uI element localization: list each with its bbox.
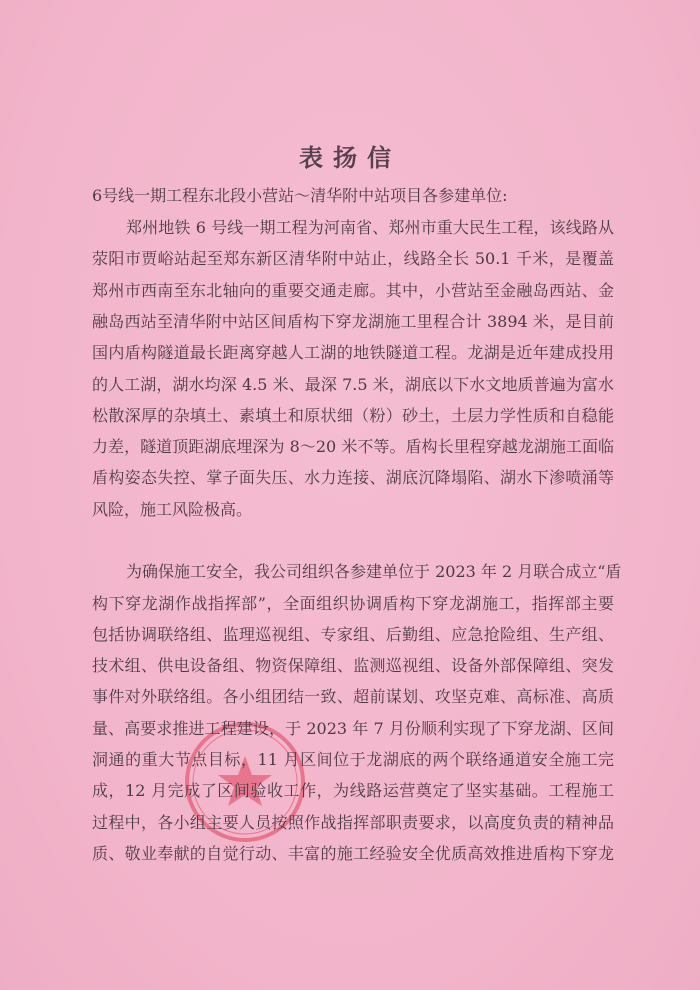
body-line: 荥阳市贾峪站起至郑东新区清华附中站止，线路全长 50.1 千米，是覆盖 (92, 249, 614, 268)
body-line: 融岛西站至清华附中站区间盾构下穿龙湖施工里程合计 3894 米，是目前 (92, 312, 614, 331)
body-line: 盾构姿态失控、掌子面失压、水力连接、湖底沉降塌陷、湖水下渗喷涌等 (92, 468, 614, 487)
salutation: 6号线一期工程东北段小营站～清华附中站项目各参建单位: (92, 186, 508, 205)
body-line: 质、敬业奉献的自觉行动、丰富的施工经验安全优质高效推进盾构下穿龙 (92, 844, 614, 863)
body-line: 风险，施工风险极高。 (92, 500, 253, 519)
body-line: 构下穿龙湖作战指挥部”，全面组织协调盾构下穿龙湖施工，指挥部主要 (92, 594, 614, 613)
page-title: 表扬信 (299, 143, 401, 172)
body-line: 国内盾构隧道最长距离穿越人工湖的地铁隧道工程。龙湖是近年建成投用 (92, 343, 614, 362)
body-line: 力差，隧道顶距湖底埋深为 8～20 米不等。盾构长里程穿越龙湖施工面临 (92, 437, 614, 456)
body-line: 松散深厚的杂填土、素填土和原状细（粉）砂土，土层力学性质和自稳能 (92, 406, 614, 425)
body-line: 技术组、供电设备组、物资保障组、监测巡视组、设备外部保障组、突发 (92, 656, 614, 675)
body-line: 郑州地铁 6 号线一期工程为河南省、郑州市重大民生工程，该线路从 (126, 218, 614, 237)
body-line: 为确保施工安全，我公司组织各参建单位于 2023 年 2 月联合成立“盾 (126, 562, 622, 581)
body-line: 事件对外联络组。各小组团结一致、超前谋划、攻坚克难、高标准、高质 (92, 687, 614, 706)
body-line: 包括协调联络组、监理巡视组、专家组、后勤组、应急抢险组、生产组、 (92, 625, 614, 644)
body-line: 成，12 月完成了区间验收工作，为线路运营奠定了坚实基础。工程施工 (92, 781, 614, 800)
body-line: 洞通的重大节点目标，11 月区间位于龙湖底的两个联络通道安全施工完 (92, 750, 614, 769)
body-line: 的人工湖，湖水均深 4.5 米、最深 7.5 米，湖底以下水文地质普遍为富水 (92, 375, 614, 394)
body-line: 郑州市西南至东北轴向的重要交通走廊。其中，小营站至金融岛西站、金 (92, 281, 614, 300)
body-line: 过程中，各小组主要人员按照作战指挥部职责要求，以高度负责的精神品 (92, 813, 614, 832)
body-line: 量、高要求推进工程建设，于 2023 年 7 月份顺利实现了下穿龙湖、区间 (92, 719, 614, 738)
